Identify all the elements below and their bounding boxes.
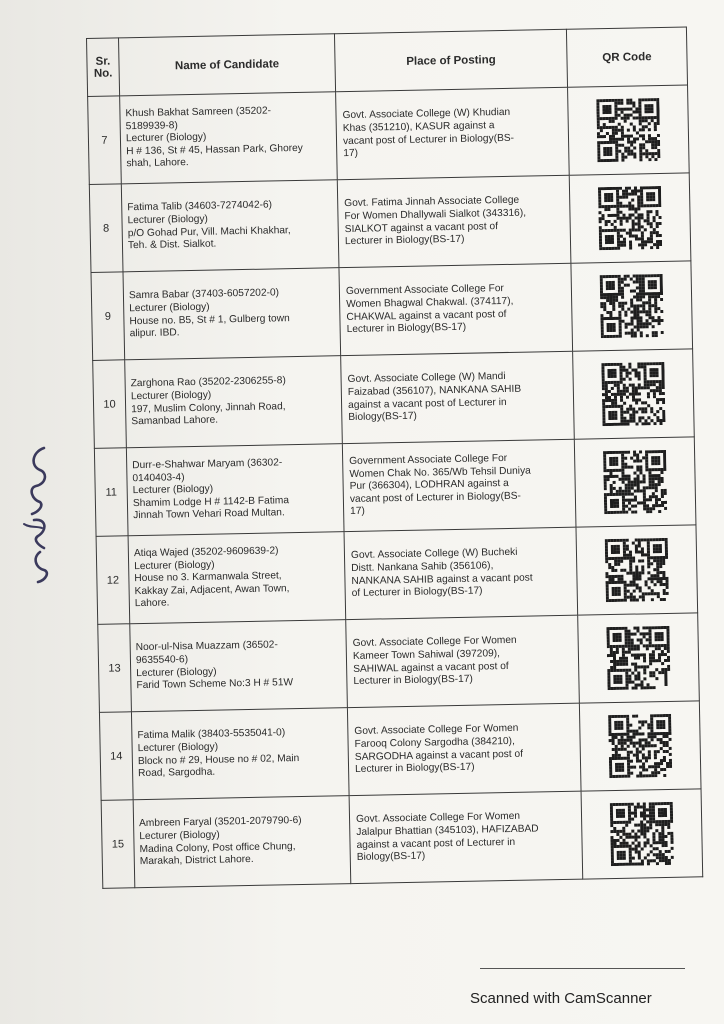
posting-line: Government Associate College For: [345, 283, 504, 298]
place-of-posting: [344, 527, 578, 619]
candidate-line: Kakkay Zai, Adjacent, Awan Town,: [134, 582, 290, 597]
place-of-posting: [346, 615, 580, 707]
qr-code-icon: [605, 538, 669, 602]
posting-line: SAHIWAL against a vacant post of: [353, 660, 509, 675]
candidate-line: 0140403-4): [132, 471, 185, 484]
table-row: [99, 701, 701, 801]
table-row: [101, 789, 703, 889]
candidate-details: [123, 268, 341, 360]
candidate-details: [121, 180, 339, 272]
candidate-line: Samanbad Lahore.: [131, 414, 219, 428]
posting-line: 17): [350, 506, 365, 518]
candidate-details: [125, 356, 343, 448]
serial-number: 8: [89, 184, 123, 273]
handwritten-signature: [10, 440, 60, 590]
posting-line: Govt. Fatima Jinnah Associate College: [344, 195, 520, 210]
candidate-line: shah, Lahore.: [126, 157, 189, 170]
posting-line: Jalalpur Bhattian (345103), HAFIZABAD: [356, 823, 539, 838]
candidate-line: Jinnah Town Vehari Road Multan.: [133, 507, 285, 522]
posting-line: NANKANA SAHIB against a vacant post: [351, 572, 533, 587]
table-row: [88, 85, 690, 185]
qr-code-cell: [578, 613, 700, 703]
posting-line: 17): [343, 147, 359, 160]
candidate-line: Zarghona Rao (35202-2306255-8): [130, 375, 286, 390]
posting-line: of Lecturer in Biology(BS-17): [351, 585, 483, 600]
candidate-line: Shamim Lodge H # 1142-B Fatima: [132, 494, 290, 509]
candidate-line: Atiqa Wajed (35202-9609639-2): [133, 545, 279, 560]
table-row: [98, 613, 700, 713]
candidate-line: Farid Town Scheme No:3 H # 51W: [136, 677, 294, 692]
candidate-line: Lecturer (Biology): [127, 213, 209, 227]
qr-code-cell: [568, 85, 690, 175]
posting-line: Khas (351210), KASUR against a: [342, 120, 495, 134]
posting-line: Biology(BS-17): [348, 410, 417, 424]
candidate-line: House no. B5, St # 1, Gulberg town: [129, 312, 290, 327]
candidate-line: Lecturer (Biology): [132, 483, 214, 497]
posting-line: SARGODHA against a vacant post of: [354, 748, 524, 763]
candidate-line: Teh. & Dist. Sialkot.: [127, 238, 217, 252]
candidate-line: H # 136, St # 45, Hassan Park, Ghorey: [126, 142, 303, 158]
candidate-line: Ambreen Faryal (35201-2079790-6): [138, 815, 302, 830]
qr-code-cell: [576, 525, 698, 615]
posting-line: Biology(BS-17): [356, 850, 426, 864]
table-row: [94, 437, 696, 537]
posting-table: [86, 26, 703, 888]
qr-code-icon: [601, 362, 665, 426]
posting-line: Pur (366304), LODHRAN against a: [349, 478, 509, 493]
candidate-line: Road, Sargodha.: [138, 766, 216, 780]
posting-line: Faizabad (356107), NANKANA SAHIB: [347, 383, 522, 398]
table-body: [88, 85, 703, 888]
candidate-line: Lecturer (Biology): [134, 559, 215, 572]
qr-code-cell: [573, 349, 695, 439]
header-name-of-candidate: Name of Candidate: [119, 34, 336, 96]
candidate-line: 197, Muslim Colony, Jinnah Road,: [131, 400, 286, 415]
candidate-details: [128, 532, 346, 624]
candidate-line: Lahore.: [134, 597, 170, 610]
candidate-line: Lecturer (Biology): [125, 131, 207, 145]
qr-code-cell: [581, 789, 703, 879]
candidate-line: Noor-ul-Nisa Muazzam (36502-: [135, 639, 278, 654]
qr-code-icon: [606, 626, 670, 690]
posting-line: Women Bhagwal Chakwal. (374117),: [346, 295, 514, 310]
header-place-of-posting: Place of Posting: [334, 29, 567, 91]
qr-code-icon: [596, 98, 660, 162]
posting-line: Lecturer in Biology(BS-17): [354, 761, 475, 776]
candidate-line: Khush Bakhat Samreen (35202-: [125, 105, 272, 120]
serial-number: 14: [99, 712, 133, 801]
posting-line: vacant post of Lecturer in Biology(BS-: [349, 490, 521, 505]
candidate-line: Lecturer (Biology): [136, 666, 217, 679]
qr-code-cell: [579, 701, 701, 791]
posting-line: against a vacant post of Lecturer in: [347, 396, 507, 411]
candidate-line: Lecturer (Biology): [129, 301, 210, 315]
header-sr-no: Sr. No.: [87, 38, 120, 97]
place-of-posting: [341, 351, 575, 443]
posting-line: SIALKOT against a vacant post of: [344, 220, 499, 235]
candidate-line: House no 3. Karmanwala Street,: [134, 570, 282, 585]
candidate-details: [120, 92, 338, 184]
candidate-line: Samra Babar (37403-6057202-0): [128, 287, 280, 302]
serial-number: 11: [94, 448, 128, 537]
posting-line: against a vacant post of Lecturer in: [356, 836, 516, 851]
table-row: [91, 261, 693, 361]
posting-line: Farooq Colony Sargodha (384210),: [354, 735, 515, 750]
serial-number: 10: [93, 360, 127, 449]
posting-line: Govt. Associate College (W) Bucheki: [350, 547, 518, 562]
posting-line: Lecturer in Biology(BS-17): [344, 233, 465, 248]
candidate-line: 9635540-6): [135, 654, 189, 667]
qr-code-cell: [571, 261, 693, 351]
candidate-details: [133, 796, 351, 888]
candidate-line: Lecturer (Biology): [137, 741, 219, 755]
candidate-line: alipur. IBD.: [129, 327, 180, 340]
candidate-line: Lecturer (Biology): [130, 389, 212, 403]
qr-code-icon: [608, 714, 672, 778]
posting-line: Lecturer in Biology(BS-17): [346, 321, 467, 336]
serial-number: 12: [96, 536, 130, 625]
qr-code-icon: [598, 186, 662, 250]
place-of-posting: [349, 791, 583, 883]
posting-line: Women Chak No. 365/Wb Tehsil Duniya: [349, 465, 531, 480]
qr-code-cell: [569, 173, 691, 263]
posting-line: Govt. Associate College (W) Khudian: [342, 107, 511, 122]
posting-line: Govt. Associate College For Women: [354, 723, 519, 738]
serial-number: 9: [91, 272, 125, 361]
candidate-line: Lecturer (Biology): [139, 829, 220, 843]
posting-line: Kameer Town Sahiwal (397209),: [352, 648, 501, 662]
serial-number: 7: [88, 96, 122, 185]
candidate-line: 5189939-8): [125, 119, 178, 132]
place-of-posting: [347, 703, 581, 795]
place-of-posting: [342, 439, 576, 531]
place-of-posting: [337, 175, 571, 267]
posting-line: Distt. Nankana Sahib (356106),: [351, 560, 494, 574]
posting-line: Govt. Associate College (W) Mandi: [347, 371, 506, 386]
header-qr-code: QR Code: [566, 27, 687, 87]
table-row: [89, 173, 691, 273]
table-row: [93, 349, 695, 449]
posting-line: Government Associate College For: [349, 453, 508, 468]
posting-line: Govt. Associate College For Women: [352, 635, 517, 650]
qr-code-icon: [603, 450, 667, 514]
serial-number: 15: [101, 800, 135, 889]
candidate-line: p/O Gohad Pur, Vill. Machi Khakhar,: [127, 224, 291, 239]
camscanner-watermark: Scanned with CamScanner: [470, 990, 652, 1007]
candidate-details: [130, 620, 348, 712]
candidate-details: [126, 444, 344, 536]
posting-line: Govt. Associate College For Women: [355, 811, 521, 826]
table-row: [96, 525, 698, 625]
posting-line: Lecturer in Biology(BS-17): [353, 673, 473, 688]
posting-line: CHAKWAL against a vacant post of: [346, 308, 507, 323]
qr-code-cell: [574, 437, 696, 527]
qr-code-icon: [600, 274, 664, 338]
candidate-line: Durr-e-Shahwar Maryam (36302-: [132, 457, 283, 472]
posting-line: For Women Dhallywali Sialkot (343316),: [344, 207, 527, 222]
footer-rule: [480, 968, 685, 969]
candidate-details: [131, 708, 349, 800]
candidate-line: Fatima Talib (34603-7274042-6): [127, 199, 273, 214]
candidate-line: Block no # 29, House no # 02, Main: [137, 752, 300, 767]
posting-line: vacant post of Lecturer in Biology(BS-: [342, 132, 515, 147]
serial-number: 13: [98, 624, 132, 713]
candidate-line: Fatima Malik (38403-5535041-0): [137, 727, 286, 742]
place-of-posting: [336, 87, 570, 179]
candidate-line: Marakah, District Lahore.: [139, 854, 254, 868]
candidate-line: Madina Colony, Post office Chung,: [139, 840, 296, 855]
place-of-posting: [339, 263, 573, 355]
qr-code-icon: [610, 802, 674, 866]
